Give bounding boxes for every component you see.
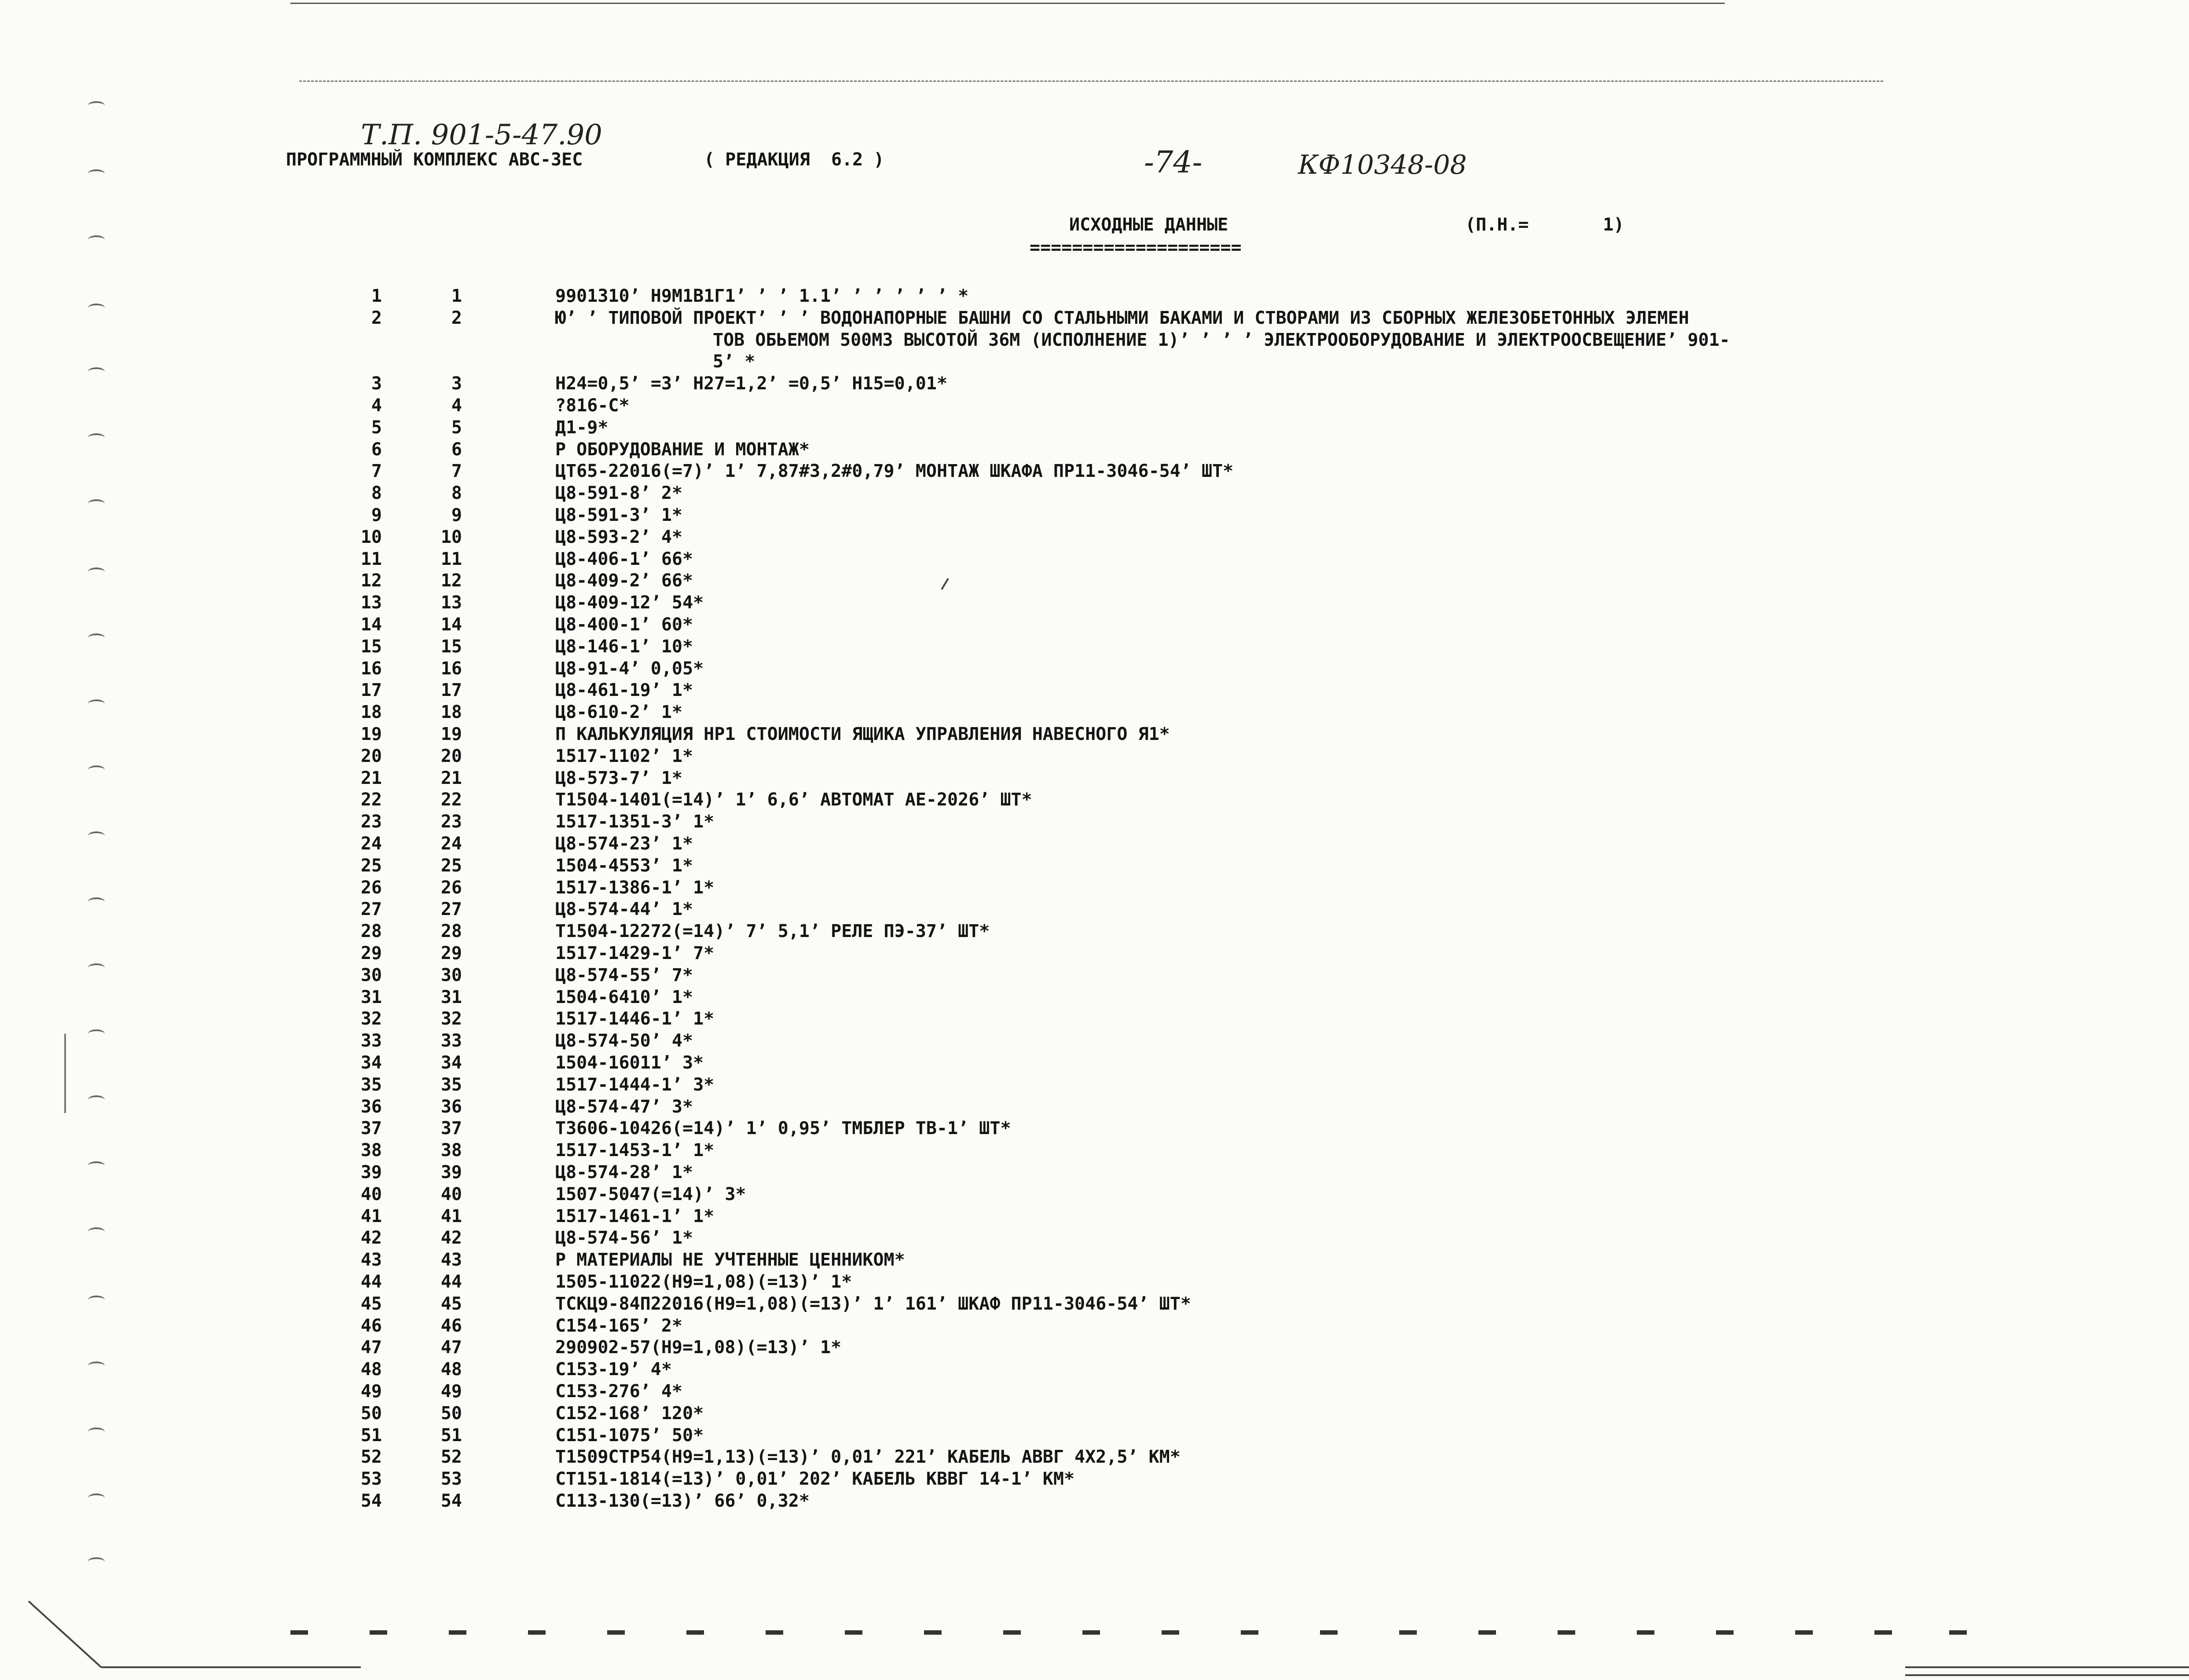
data-row — [0, 1117, 2189, 1139]
row-text: ЦТ65-22016(=7)’ 1’ 7,87#3,2#0,79’ МОНТАЖ ШКАФА ПР11-3046-54’ ШТ* — [555, 461, 1234, 481]
data-row — [0, 1161, 2189, 1183]
data-row — [0, 417, 2189, 439]
row-text: Ц8-574-28’ 1* — [555, 1162, 693, 1182]
bottom-dash — [845, 1630, 862, 1635]
data-row — [0, 745, 2189, 767]
row-text: 1517-1429-1’ 7* — [555, 943, 715, 963]
row-index: 14 — [440, 615, 462, 635]
data-row — [0, 1468, 2189, 1490]
row-index: 29 — [440, 943, 462, 963]
row-text: С154-165’ 2* — [555, 1316, 682, 1336]
row-index: 3 — [451, 373, 462, 394]
section-pn: (П.Н.= 1) — [1465, 215, 1624, 235]
data-row — [0, 920, 2189, 942]
row-index: 42 — [440, 1228, 462, 1248]
data-row — [0, 1227, 2189, 1249]
data-row — [0, 1336, 2189, 1358]
data-row — [0, 395, 2189, 417]
row-index: 43 — [440, 1250, 462, 1270]
data-row — [0, 811, 2189, 833]
row-text: Т1504-1401(=14)’ 1’ 6,6’ АВТОМАТ АЕ-2026’ ШТ* — [555, 790, 1032, 810]
data-row — [0, 1446, 2189, 1468]
row-text: СТ151-1814(=13)’ 0,01’ 202’ КАБЕЛЬ КВВГ 14-1’ КМ* — [555, 1469, 1075, 1489]
row-text: С113-130(=13)’ 66’ 0,32* — [555, 1491, 810, 1511]
row-text: 1517-1461-1’ 1* — [555, 1206, 715, 1226]
row-text: 1517-1446-1’ 1* — [555, 1009, 715, 1029]
bottom-dash — [1478, 1630, 1496, 1635]
row-number: 25 — [360, 856, 382, 876]
bottom-dash — [924, 1630, 942, 1635]
row-index: 27 — [440, 899, 462, 919]
data-row — [0, 658, 2189, 680]
row-number: 13 — [360, 593, 382, 613]
row-number: 16 — [360, 659, 382, 679]
row-text: Д1-9* — [555, 417, 609, 438]
row-index: 16 — [440, 659, 462, 679]
row-number: 30 — [360, 965, 382, 985]
row-index: 41 — [440, 1206, 462, 1226]
row-index: 53 — [440, 1469, 462, 1489]
row-number: 17 — [360, 680, 382, 700]
row-index: 36 — [440, 1097, 462, 1117]
row-text: 1517-1351-3’ 1* — [555, 812, 715, 832]
row-text: С152-168’ 120* — [555, 1403, 704, 1424]
data-row — [0, 460, 2189, 482]
row-number: 48 — [360, 1359, 382, 1380]
row-number: 14 — [360, 615, 382, 635]
row-text: Ю’ ’ ТИПОВОЙ ПРОЕКТ’ ’ ’ ВОДОНАПОРНЫЕ БАШНИ СО СТАЛЬНЫМИ БАКАМИ И СТВОРАМИ ИЗ СБОРНЫХ ЖЕЛЕЗОБЕТОННЫХ ЭЛЕМЕН — [555, 308, 1689, 328]
row-text: Ц8-409-2’ 66* — [555, 571, 693, 591]
row-text: П КАЛЬКУЛЯЦИЯ НР1 СТОИМОСТИ ЯЩИКА УПРАВЛЕНИЯ НАВЕСНОГО Я1* — [555, 724, 1170, 744]
row-number: 6 — [371, 439, 382, 460]
row-text: 1517-1386-1’ 1* — [555, 878, 715, 898]
row-number: 5 — [371, 417, 382, 438]
row-index: 10 — [440, 527, 462, 547]
row-index: 35 — [440, 1075, 462, 1095]
row-number: 54 — [360, 1491, 382, 1511]
data-row — [0, 1402, 2189, 1424]
row-number: 43 — [360, 1250, 382, 1270]
row-index: 15 — [440, 637, 462, 657]
row-text: 1504-16011’ 3* — [555, 1053, 704, 1073]
row-text: ?816-С* — [555, 395, 630, 416]
row-index: 17 — [440, 680, 462, 700]
data-row — [0, 833, 2189, 855]
row-number: 36 — [360, 1097, 382, 1117]
data-row — [0, 1358, 2189, 1380]
header-rule — [299, 81, 1883, 82]
row-index: 44 — [440, 1272, 462, 1292]
row-index: 20 — [440, 746, 462, 766]
row-text: Р МАТЕРИАЛЫ НЕ УЧТЕННЫЕ ЦЕННИКОМ* — [555, 1250, 905, 1270]
row-number: 20 — [360, 746, 382, 766]
data-row — [0, 877, 2189, 899]
row-text: 1505-11022(Н9=1,08)(=13)’ 1* — [555, 1272, 852, 1292]
row-index: 28 — [440, 921, 462, 941]
row-index: 9 — [451, 505, 462, 525]
row-index: 31 — [440, 987, 462, 1007]
data-row — [0, 679, 2189, 701]
row-text: 1507-5047(=14)’ 3* — [555, 1184, 746, 1204]
row-index: 5 — [451, 417, 462, 438]
data-row — [0, 701, 2189, 723]
margin-mark — [88, 101, 105, 110]
row-number: 33 — [360, 1031, 382, 1051]
row-index: 37 — [440, 1118, 462, 1138]
row-number: 53 — [360, 1469, 382, 1489]
bottom-dash — [370, 1630, 387, 1635]
bottom-dash — [528, 1630, 546, 1635]
data-row — [0, 592, 2189, 614]
row-text: 1517-1444-1’ 3* — [555, 1075, 715, 1095]
row-index: 21 — [440, 768, 462, 788]
row-text: Т1504-12272(=14)’ 7’ 5,1’ РЕЛЕ ПЭ-37’ ШТ* — [555, 921, 990, 941]
row-number: 26 — [360, 878, 382, 898]
row-index: 49 — [440, 1381, 462, 1402]
data-row — [0, 1205, 2189, 1227]
data-row — [0, 1008, 2189, 1030]
data-row — [0, 285, 2189, 307]
data-row — [0, 1249, 2189, 1271]
row-index: 46 — [440, 1316, 462, 1336]
section-title: ИСХОДНЫЕ ДАННЫЕ — [1069, 215, 1228, 235]
row-index: 38 — [440, 1140, 462, 1160]
row-index: 50 — [440, 1403, 462, 1424]
data-row — [0, 1139, 2189, 1161]
row-number: 1 — [371, 286, 382, 306]
bottom-dash — [1399, 1630, 1417, 1635]
row-text: Ц8-574-23’ 1* — [555, 834, 693, 854]
bottom-dash — [1716, 1630, 1734, 1635]
row-index: 30 — [440, 965, 462, 985]
data-row — [0, 526, 2189, 548]
row-text: 1517-1453-1’ 1* — [555, 1140, 715, 1160]
row-index: 26 — [440, 878, 462, 898]
row-text: С151-1075’ 50* — [555, 1425, 704, 1446]
data-row — [0, 986, 2189, 1008]
row-text: Ц8-574-55’ 7* — [555, 965, 693, 985]
row-number: 49 — [360, 1381, 382, 1402]
data-row — [0, 898, 2189, 920]
data-row — [0, 351, 2189, 373]
data-row — [0, 723, 2189, 745]
data-row — [0, 855, 2189, 877]
row-index: 2 — [451, 308, 462, 328]
row-number: 39 — [360, 1162, 382, 1182]
data-row — [0, 570, 2189, 592]
row-index: 12 — [440, 571, 462, 591]
row-index: 19 — [440, 724, 462, 744]
row-index: 25 — [440, 856, 462, 876]
bottom-dash — [1558, 1630, 1575, 1635]
row-index: 23 — [440, 812, 462, 832]
data-row — [0, 1490, 2189, 1512]
row-number: 28 — [360, 921, 382, 941]
row-text: Ц8-593-2’ 4* — [555, 527, 682, 547]
row-number: 24 — [360, 834, 382, 854]
bottom-dash — [686, 1630, 704, 1635]
row-index: 11 — [440, 549, 462, 569]
row-text: Ц8-610-2’ 1* — [555, 702, 682, 722]
doc-code: КФ10348-08 — [1298, 150, 1467, 180]
row-text: Ц8-591-3’ 1* — [555, 505, 682, 525]
page-number: -74- — [1144, 145, 1203, 180]
data-row — [0, 789, 2189, 811]
row-text: Р ОБОРУДОВАНИЕ И МОНТАЖ* — [555, 439, 810, 460]
data-row — [0, 307, 2189, 329]
row-index: 13 — [440, 593, 462, 613]
data-row — [0, 504, 2189, 526]
bottom-dash — [1162, 1630, 1179, 1635]
row-number: 3 — [371, 373, 382, 394]
row-text: 1517-1102’ 1* — [555, 746, 693, 766]
row-text: С153-19’ 4* — [555, 1359, 672, 1380]
row-index: 4 — [451, 395, 462, 416]
data-row — [0, 1030, 2189, 1052]
row-number: 45 — [360, 1294, 382, 1314]
row-text-continuation: ТОВ ОБЬЕМОМ 500М3 ВЫСОТОЙ 36М (ИСПОЛНЕНИЕ 1)’ ’ ’ ’ ЭЛЕКТРООБОРУДОВАНИЕ И ЭЛЕКТРООСВЕЩЕНИЕ’ 901- — [713, 330, 1730, 350]
data-row — [0, 636, 2189, 658]
row-number: 11 — [360, 549, 382, 569]
section-underline: ==================== — [1030, 238, 1242, 258]
row-index: 24 — [440, 834, 462, 854]
row-text: Ц8-400-1’ 60* — [555, 615, 693, 635]
program-name: ПРОГРАММНЫЙ КОМПЛЕКС АВС-3ЕС — [286, 150, 583, 170]
row-index: 33 — [440, 1031, 462, 1051]
row-index: 52 — [440, 1447, 462, 1467]
row-index: 54 — [440, 1491, 462, 1511]
data-row — [0, 1424, 2189, 1446]
row-number: 52 — [360, 1447, 382, 1467]
data-row — [0, 1096, 2189, 1118]
bottom-dash — [1320, 1630, 1338, 1635]
row-number: 18 — [360, 702, 382, 722]
data-row — [0, 1271, 2189, 1293]
bottom-dash — [1795, 1630, 1813, 1635]
row-number: 7 — [371, 461, 382, 481]
row-index: 47 — [440, 1337, 462, 1358]
data-row — [0, 964, 2189, 986]
row-index: 18 — [440, 702, 462, 722]
row-number: 50 — [360, 1403, 382, 1424]
margin-mark — [88, 169, 105, 178]
row-number: 46 — [360, 1316, 382, 1336]
row-number: 40 — [360, 1184, 382, 1204]
row-number: 8 — [371, 483, 382, 503]
data-row — [0, 1293, 2189, 1315]
data-row — [0, 548, 2189, 570]
row-index: 7 — [451, 461, 462, 481]
data-row — [0, 373, 2189, 395]
row-text: Ц8-146-1’ 10* — [555, 637, 693, 657]
row-number: 2 — [371, 308, 382, 328]
row-number: 51 — [360, 1425, 382, 1446]
row-number: 19 — [360, 724, 382, 744]
row-text: Ц8-591-8’ 2* — [555, 483, 682, 503]
row-text: 1504-4553’ 1* — [555, 856, 693, 876]
row-text: ТСКЦ9-84П22016(Н9=1,08)(=13)’ 1’ 161’ ШКАФ ПР11-3046-54’ ШТ* — [555, 1294, 1191, 1314]
row-index: 8 — [451, 483, 462, 503]
row-index: 22 — [440, 790, 462, 810]
row-text: Ц8-573-7’ 1* — [555, 768, 682, 788]
handwritten-doc-code: Т.П. 901-5-47.90 — [361, 119, 602, 151]
program-edition: ( РЕДАКЦИЯ 6.2 ) — [704, 150, 884, 170]
row-text: Ц8-91-4’ 0,05* — [555, 659, 704, 679]
row-number: 29 — [360, 943, 382, 963]
row-number: 35 — [360, 1075, 382, 1095]
row-text: Ц8-574-50’ 4* — [555, 1031, 693, 1051]
row-text-continuation: 5’ * — [713, 351, 755, 372]
data-row — [0, 942, 2189, 964]
data-row — [0, 482, 2189, 504]
row-number: 44 — [360, 1272, 382, 1292]
row-text: Ц8-406-1’ 66* — [555, 549, 693, 569]
row-number: 42 — [360, 1228, 382, 1248]
bottom-dash — [1874, 1630, 1892, 1635]
row-text: С153-276’ 4* — [555, 1381, 682, 1402]
row-index: 45 — [440, 1294, 462, 1314]
data-row — [0, 439, 2189, 461]
data-row — [0, 1074, 2189, 1096]
row-index: 32 — [440, 1009, 462, 1029]
bottom-dash — [1949, 1630, 1967, 1635]
row-index: 39 — [440, 1162, 462, 1182]
top-rule — [290, 3, 1725, 4]
data-row — [0, 767, 2189, 789]
bottom-dash — [1003, 1630, 1021, 1635]
row-number: 47 — [360, 1337, 382, 1358]
margin-mark — [88, 1557, 105, 1566]
row-text: Ц8-574-56’ 1* — [555, 1228, 693, 1248]
row-number: 27 — [360, 899, 382, 919]
bottom-dash — [766, 1630, 783, 1635]
bottom-dash — [1082, 1630, 1100, 1635]
bottom-dash — [607, 1630, 625, 1635]
row-text: Ц8-574-47’ 3* — [555, 1097, 693, 1117]
row-number: 38 — [360, 1140, 382, 1160]
row-number: 21 — [360, 768, 382, 788]
row-number: 32 — [360, 1009, 382, 1029]
data-row — [0, 1052, 2189, 1074]
row-index: 40 — [440, 1184, 462, 1204]
row-number: 22 — [360, 790, 382, 810]
row-number: 34 — [360, 1053, 382, 1073]
row-text: Ц8-461-19’ 1* — [555, 680, 693, 700]
row-number: 15 — [360, 637, 382, 657]
row-index: 1 — [451, 286, 462, 306]
row-number: 37 — [360, 1118, 382, 1138]
data-row — [0, 1183, 2189, 1205]
data-row — [0, 329, 2189, 351]
row-number: 9 — [371, 505, 382, 525]
bottom-dash — [449, 1630, 466, 1635]
row-number: 41 — [360, 1206, 382, 1226]
data-row — [0, 1315, 2189, 1337]
row-text: Н24=0,5’ =3’ Н27=1,2’ =0,5’ Н15=0,01* — [555, 373, 948, 394]
row-index: 48 — [440, 1359, 462, 1380]
row-index: 6 — [451, 439, 462, 460]
data-row — [0, 1380, 2189, 1402]
row-number: 4 — [371, 395, 382, 416]
row-text: Ц8-409-12’ 54* — [555, 593, 704, 613]
row-number: 23 — [360, 812, 382, 832]
row-text: 1504-6410’ 1* — [555, 987, 693, 1007]
row-number: 31 — [360, 987, 382, 1007]
data-row — [0, 614, 2189, 636]
row-text: Ц8-574-44’ 1* — [555, 899, 693, 919]
row-text: Т3606-10426(=14)’ 1’ 0,95’ ТМБЛЕР ТВ-1’ ШТ* — [555, 1118, 1011, 1138]
margin-mark — [88, 235, 105, 244]
row-index: 34 — [440, 1053, 462, 1073]
row-number: 12 — [360, 571, 382, 591]
row-text: Т1509СТР54(Н9=1,13)(=13)’ 0,01’ 221’ КАБЕЛЬ АВВГ 4Х2,5’ КМ* — [555, 1447, 1181, 1467]
row-number: 10 — [360, 527, 382, 547]
row-index: 51 — [440, 1425, 462, 1446]
row-text: 9901310’ Н9М1В1Г1’ ’ ’ 1.1’ ’ ’ ’ ’ ’ * — [555, 286, 969, 306]
row-text: 290902-57(Н9=1,08)(=13)’ 1* — [555, 1337, 842, 1358]
bottom-dash — [290, 1630, 308, 1635]
bottom-dash — [1637, 1630, 1654, 1635]
bottom-dash — [1241, 1630, 1258, 1635]
